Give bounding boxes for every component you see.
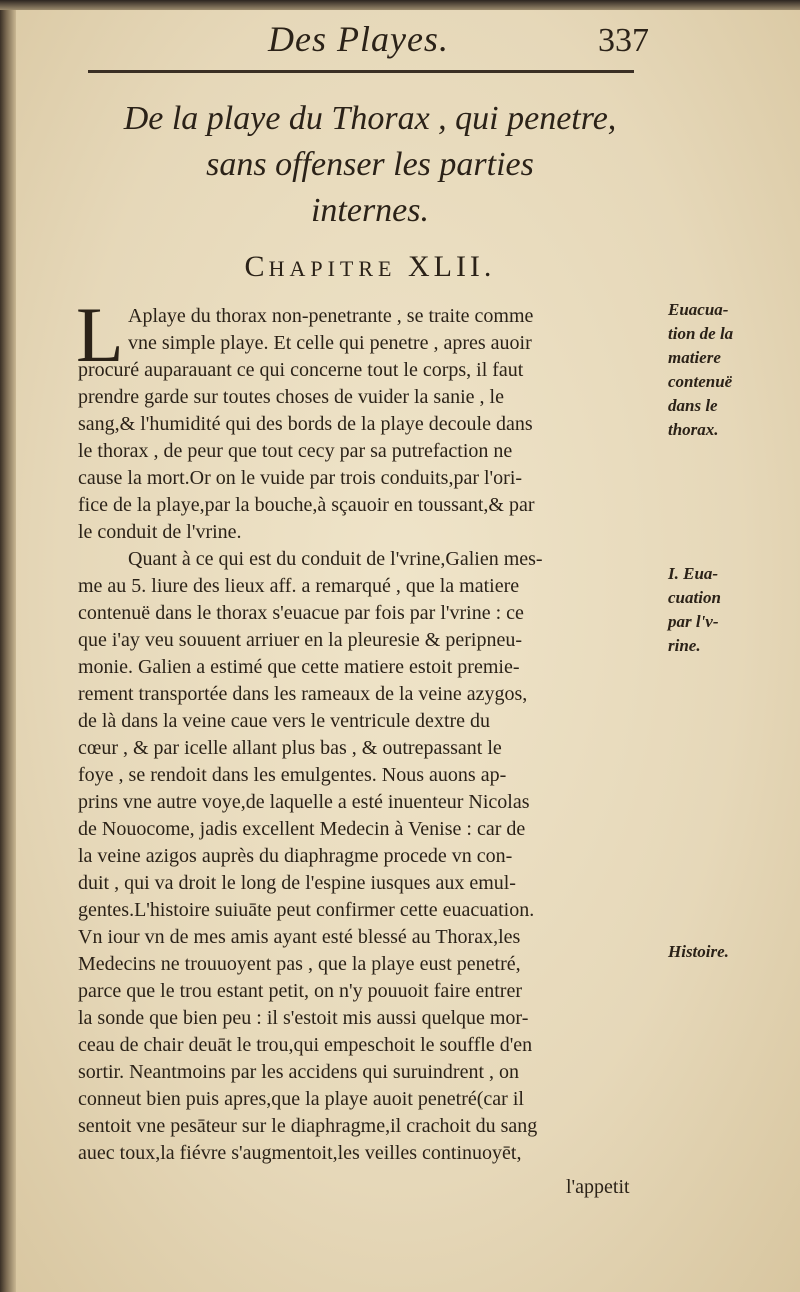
margin-note-urine bbox=[668, 562, 778, 658]
margin-note-histoire bbox=[668, 940, 778, 964]
chapter-label-initial: C bbox=[244, 250, 269, 283]
margin-note-line: par l'v- bbox=[668, 612, 719, 631]
text-line: cause la mort.Or on le vuide par trois conduits,par l'ori- bbox=[78, 467, 523, 489]
text-line: Vn iour vn de mes amis ayant esté blessé au Thorax,les bbox=[78, 926, 521, 948]
text-line: vne simple playe. Et celle qui penetre , apres auoir bbox=[128, 332, 532, 354]
margin-note-evacuation bbox=[668, 298, 778, 442]
margin-note-line: dans le bbox=[668, 396, 718, 415]
text-line: ceau de chair deuāt le trou,qui empeschoit le souffle d'en bbox=[78, 1034, 533, 1056]
running-head: Des Playes. bbox=[268, 19, 449, 59]
title-line: internes. bbox=[310, 192, 430, 229]
margin-note-line: cuation bbox=[668, 588, 721, 607]
text-line: sentoit vne pesāteur sur le diaphragme,il crachoit du sang bbox=[78, 1115, 538, 1137]
text-line: sortir. Neantmoins par les accidens qui suruindrent , on bbox=[78, 1061, 520, 1083]
text-line: prins vne autre voye,de laquelle a esté inuenteur Nicolas bbox=[78, 791, 530, 813]
margin-note-line: Euacua- bbox=[668, 300, 729, 319]
page-gutter-shadow bbox=[0, 0, 16, 1292]
title-line: sans offenser les parties bbox=[206, 146, 534, 183]
text-line: le conduit de l'vrine. bbox=[78, 521, 242, 543]
title-line: De la playe du Thorax , qui penetre, bbox=[123, 100, 617, 137]
text-line: cœur , & par icelle allant plus bas , & outrepassant le bbox=[78, 737, 502, 759]
margin-note-line: tion de la bbox=[668, 324, 734, 343]
text-line: prendre garde sur toutes choses de vuider la sanie , le bbox=[78, 386, 504, 408]
text-line: Aplaye du thorax non-penetrante , se traite comme bbox=[128, 305, 534, 327]
page-top-edge bbox=[0, 0, 800, 10]
text-line: fice de la playe,par la bouche,à sçauoir en toussant,& par bbox=[78, 494, 535, 516]
margin-note-line: thorax. bbox=[668, 420, 719, 439]
text-line: duit , qui va droit le long de l'espine iusques aux emul- bbox=[78, 872, 516, 894]
margin-note-line: Histoire. bbox=[668, 942, 729, 961]
body-text bbox=[78, 303, 656, 1167]
chapter-heading bbox=[90, 250, 650, 284]
chapter-label-rest: HAPITRE bbox=[268, 256, 397, 281]
text-line: Medecins ne trouuoyent pas , que la playe eust penetré, bbox=[78, 953, 521, 975]
text-line: auec toux,la fiévre s'augmentoit,les veilles continuoyēt, bbox=[78, 1142, 522, 1164]
drop-cap: L bbox=[76, 291, 124, 378]
header-rule bbox=[88, 70, 634, 73]
text-line: la veine azigos auprès du diaphragme procede vn con- bbox=[78, 845, 513, 867]
text-line: me au 5. liure des lieux aff. a remarqué , que la matiere bbox=[78, 575, 520, 597]
text-line: sang,& l'humidité qui des bords de la playe decoule dans bbox=[78, 413, 533, 435]
text-line: le thorax , de peur que tout cecy par sa putrefaction ne bbox=[78, 440, 513, 462]
text-line: rement transportée dans les rameaux de la veine azygos, bbox=[78, 683, 528, 705]
text-line: de là dans la veine caue vers le ventricule dextre du bbox=[78, 710, 491, 732]
margin-note-line: matiere bbox=[668, 348, 721, 367]
text-line: la sonde que bien peu : il s'estoit mis aussi quelque mor- bbox=[78, 1007, 529, 1029]
text-line: que i'ay veu souuent arriuer en la pleuresie & peripneu- bbox=[78, 629, 522, 651]
margin-note-line: rine. bbox=[668, 636, 701, 655]
text-line: monie. Galien a estimé que cette matiere estoit premie- bbox=[78, 656, 520, 678]
text-line: parce que le trou estant petit, on n'y pouuoit faire entrer bbox=[78, 980, 522, 1002]
text-line: contenuë dans le thorax s'euacue par fois par l'vrine : ce bbox=[78, 602, 524, 624]
text-line: conneut bien puis apres,que la playe auoit penetré(car il bbox=[78, 1088, 524, 1110]
chapter-title bbox=[90, 96, 650, 234]
text-line: de Nouocome, jadis excellent Medecin à Venise : car de bbox=[78, 818, 526, 840]
margin-note-line: I. Eua- bbox=[668, 564, 719, 583]
margin-note-line: contenuë bbox=[668, 372, 733, 391]
text-line: foye , se rendoit dans les emulgentes. Nous auons ap- bbox=[78, 764, 507, 786]
text-line: procuré auparauant ce qui concerne tout le corps, il faut bbox=[78, 359, 524, 381]
text-line: gentes.L'histoire suiuāte peut confirmer cette euacuation. bbox=[78, 899, 535, 921]
page-number: 337 bbox=[598, 22, 649, 59]
catchword: l'appetit bbox=[566, 1176, 630, 1198]
text-line: Quant à ce qui est du conduit de l'vrine,Galien mes- bbox=[128, 548, 543, 570]
chapter-number: XLII. bbox=[407, 250, 496, 283]
